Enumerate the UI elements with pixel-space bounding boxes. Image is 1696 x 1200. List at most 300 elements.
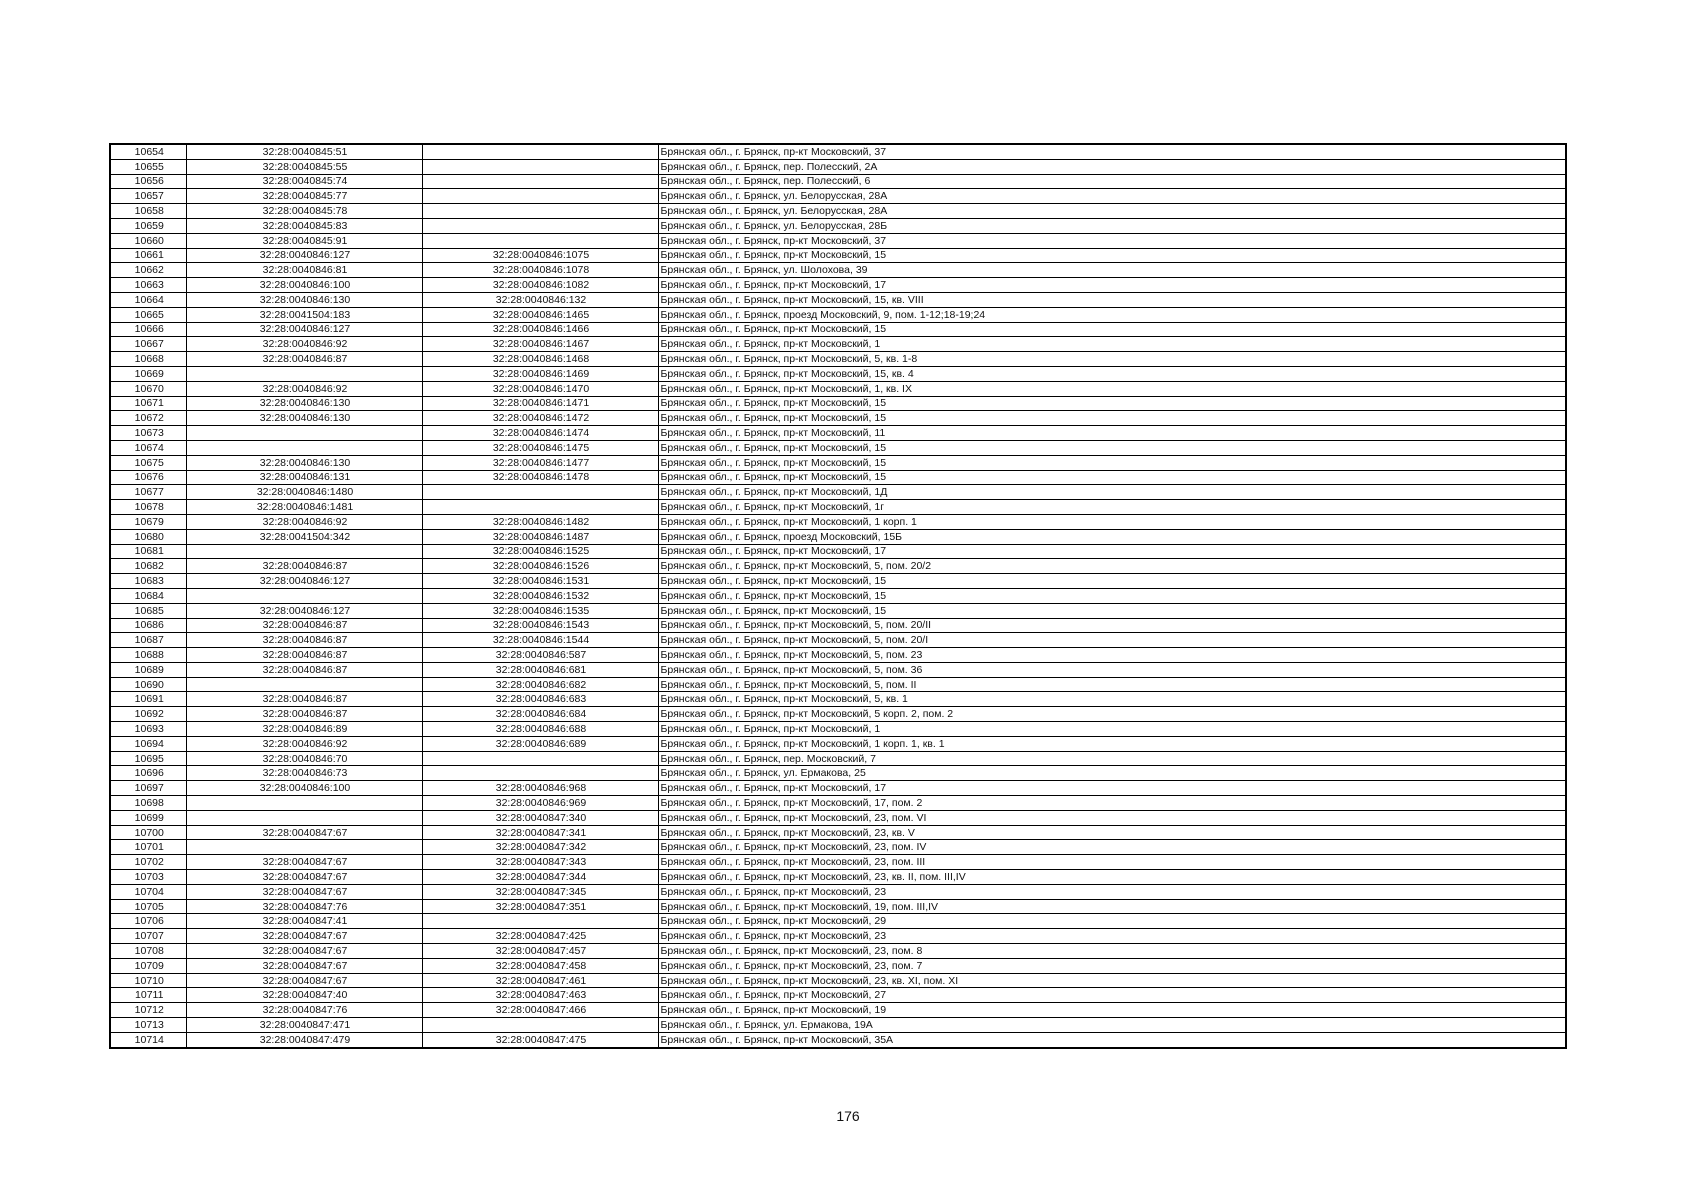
address-cell: Брянская обл., г. Брянск, проезд Московский, 15Б xyxy=(658,529,1566,544)
table-row xyxy=(110,352,1566,367)
parcel-cadastral-number-cell: 32:28:0040846:100 xyxy=(186,278,422,293)
address-cell: Брянская обл., г. Брянск, пр-кт Московский, 15 xyxy=(658,574,1566,589)
object-cadastral-number-cell: 32:28:0040846:1472 xyxy=(422,411,658,426)
address-cell: Брянская обл., г. Брянск, пр-кт Московский, 5, пом. 20/II xyxy=(658,618,1566,633)
object-cadastral-number-cell xyxy=(422,218,658,233)
parcel-cadastral-number-cell: 32:28:0040846:73 xyxy=(186,766,422,781)
object-cadastral-number-cell: 32:28:0040846:1544 xyxy=(422,633,658,648)
object-cadastral-number-cell: 32:28:0040846:1075 xyxy=(422,248,658,263)
row-number-cell: 10686 xyxy=(110,618,186,633)
object-cadastral-number-cell: 32:28:0040847:341 xyxy=(422,825,658,840)
address-cell: Брянская обл., г. Брянск, пр-кт Московский, 17 xyxy=(658,544,1566,559)
parcel-cadastral-number-cell: 32:28:0040847:76 xyxy=(186,1003,422,1018)
address-cell: Брянская обл., г. Брянск, пр-кт Московский, 5, пом. II xyxy=(658,677,1566,692)
address-cell: Брянская обл., г. Брянск, пр-кт Московский, 11 xyxy=(658,426,1566,441)
parcel-cadastral-number-cell: 32:28:0040847:67 xyxy=(186,870,422,885)
address-cell: Брянская обл., г. Брянск, пр-кт Московский, 23, кв. II, пом. III,IV xyxy=(658,870,1566,885)
row-number-cell: 10696 xyxy=(110,766,186,781)
parcel-cadastral-number-cell xyxy=(186,588,422,603)
row-number-cell: 10672 xyxy=(110,411,186,426)
parcel-cadastral-number-cell xyxy=(186,426,422,441)
table-row xyxy=(110,929,1566,944)
object-cadastral-number-cell: 32:28:0040846:1466 xyxy=(422,322,658,337)
parcel-cadastral-number-cell: 32:28:0040845:51 xyxy=(186,144,422,159)
parcel-cadastral-number-cell: 32:28:0040846:87 xyxy=(186,618,422,633)
table-row xyxy=(110,529,1566,544)
parcel-cadastral-number-cell: 32:28:0040847:67 xyxy=(186,884,422,899)
parcel-cadastral-number-cell: 32:28:0041504:183 xyxy=(186,307,422,322)
row-number-cell: 10682 xyxy=(110,559,186,574)
address-cell: Брянская обл., г. Брянск, пр-кт Московский, 23, пом. 7 xyxy=(658,958,1566,973)
object-cadastral-number-cell xyxy=(422,500,658,515)
table-row xyxy=(110,1018,1566,1033)
table-row xyxy=(110,914,1566,929)
row-number-cell: 10666 xyxy=(110,322,186,337)
table-row xyxy=(110,736,1566,751)
table-row xyxy=(110,855,1566,870)
parcel-cadastral-number-cell: 32:28:0040847:67 xyxy=(186,825,422,840)
object-cadastral-number-cell: 32:28:0040847:463 xyxy=(422,988,658,1003)
table-row xyxy=(110,233,1566,248)
row-number-cell: 10693 xyxy=(110,722,186,737)
row-number-cell: 10698 xyxy=(110,796,186,811)
parcel-cadastral-number-cell: 32:28:0040846:131 xyxy=(186,470,422,485)
address-cell: Брянская обл., г. Брянск, проезд Московский, 9, пом. 1-12;18-19;24 xyxy=(658,307,1566,322)
address-cell: Брянская обл., г. Брянск, пр-кт Московский, 37 xyxy=(658,144,1566,159)
address-cell: Брянская обл., г. Брянск, пр-кт Московский, 27 xyxy=(658,988,1566,1003)
parcel-cadastral-number-cell xyxy=(186,544,422,559)
address-cell: Брянская обл., г. Брянск, пр-кт Московский, 23 xyxy=(658,929,1566,944)
object-cadastral-number-cell xyxy=(422,751,658,766)
parcel-cadastral-number-cell: 32:28:0040846:92 xyxy=(186,337,422,352)
parcel-cadastral-number-cell: 32:28:0040846:87 xyxy=(186,707,422,722)
object-cadastral-number-cell xyxy=(422,159,658,174)
row-number-cell: 10679 xyxy=(110,514,186,529)
table-row xyxy=(110,307,1566,322)
address-cell: Брянская обл., г. Брянск, пр-кт Московский, 15 xyxy=(658,322,1566,337)
table-row xyxy=(110,559,1566,574)
row-number-cell: 10659 xyxy=(110,218,186,233)
object-cadastral-number-cell: 32:28:0040846:132 xyxy=(422,292,658,307)
table-row xyxy=(110,455,1566,470)
parcel-cadastral-number-cell: 32:28:0040846:92 xyxy=(186,736,422,751)
row-number-cell: 10699 xyxy=(110,810,186,825)
object-cadastral-number-cell: 32:28:0040847:458 xyxy=(422,958,658,973)
address-cell: Брянская обл., г. Брянск, пр-кт Московский, 15 xyxy=(658,396,1566,411)
table-row xyxy=(110,988,1566,1003)
table-row xyxy=(110,870,1566,885)
parcel-cadastral-number-cell: 32:28:0040846:1480 xyxy=(186,485,422,500)
parcel-cadastral-number-cell: 32:28:0040847:67 xyxy=(186,929,422,944)
object-cadastral-number-cell: 32:28:0040846:1469 xyxy=(422,366,658,381)
object-cadastral-number-cell: 32:28:0040847:340 xyxy=(422,810,658,825)
address-cell: Брянская обл., г. Брянск, пер. Полесский, 2А xyxy=(658,159,1566,174)
parcel-cadastral-number-cell: 32:28:0040846:127 xyxy=(186,322,422,337)
object-cadastral-number-cell: 32:28:0040846:1078 xyxy=(422,263,658,278)
address-cell: Брянская обл., г. Брянск, ул. Шолохова, 39 xyxy=(658,263,1566,278)
parcel-cadastral-number-cell: 32:28:0040846:89 xyxy=(186,722,422,737)
address-cell: Брянская обл., г. Брянск, пр-кт Московский, 15, кв. 4 xyxy=(658,366,1566,381)
row-number-cell: 10684 xyxy=(110,588,186,603)
object-cadastral-number-cell xyxy=(422,1018,658,1033)
row-number-cell: 10687 xyxy=(110,633,186,648)
object-cadastral-number-cell: 32:28:0040846:1477 xyxy=(422,455,658,470)
row-number-cell: 10676 xyxy=(110,470,186,485)
row-number-cell: 10710 xyxy=(110,973,186,988)
table-row xyxy=(110,899,1566,914)
parcel-cadastral-number-cell: 32:28:0040847:67 xyxy=(186,855,422,870)
object-cadastral-number-cell: 32:28:0040846:683 xyxy=(422,692,658,707)
row-number-cell: 10713 xyxy=(110,1018,186,1033)
table-row xyxy=(110,278,1566,293)
parcel-cadastral-number-cell: 32:28:0041504:342 xyxy=(186,529,422,544)
parcel-cadastral-number-cell xyxy=(186,366,422,381)
parcel-cadastral-number-cell xyxy=(186,796,422,811)
table-row xyxy=(110,944,1566,959)
object-cadastral-number-cell: 32:28:0040847:344 xyxy=(422,870,658,885)
object-cadastral-number-cell: 32:28:0040846:1468 xyxy=(422,352,658,367)
row-number-cell: 10657 xyxy=(110,189,186,204)
object-cadastral-number-cell xyxy=(422,174,658,189)
address-cell: Брянская обл., г. Брянск, пер. Московский, 7 xyxy=(658,751,1566,766)
address-cell: Брянская обл., г. Брянск, ул. Белорусская, 28А xyxy=(658,189,1566,204)
table-row xyxy=(110,426,1566,441)
row-number-cell: 10701 xyxy=(110,840,186,855)
address-cell: Брянская обл., г. Брянск, ул. Ермакова, 19А xyxy=(658,1018,1566,1033)
table-row xyxy=(110,189,1566,204)
row-number-cell: 10678 xyxy=(110,500,186,515)
parcel-cadastral-number-cell xyxy=(186,810,422,825)
parcel-cadastral-number-cell xyxy=(186,840,422,855)
address-cell: Брянская обл., г. Брянск, пр-кт Московский, 35А xyxy=(658,1032,1566,1047)
table-row xyxy=(110,396,1566,411)
address-cell: Брянская обл., г. Брянск, пр-кт Московский, 5, пом. 20/2 xyxy=(658,559,1566,574)
address-cell: Брянская обл., г. Брянск, пр-кт Московский, 15 xyxy=(658,440,1566,455)
row-number-cell: 10661 xyxy=(110,248,186,263)
object-cadastral-number-cell xyxy=(422,233,658,248)
row-number-cell: 10700 xyxy=(110,825,186,840)
parcel-cadastral-number-cell: 32:28:0040846:127 xyxy=(186,248,422,263)
parcel-cadastral-number-cell: 32:28:0040845:83 xyxy=(186,218,422,233)
row-number-cell: 10681 xyxy=(110,544,186,559)
parcel-cadastral-number-cell: 32:28:0040845:55 xyxy=(186,159,422,174)
address-cell: Брянская обл., г. Брянск, пр-кт Московский, 15 xyxy=(658,455,1566,470)
object-cadastral-number-cell xyxy=(422,204,658,219)
row-number-cell: 10673 xyxy=(110,426,186,441)
row-number-cell: 10664 xyxy=(110,292,186,307)
table-row xyxy=(110,411,1566,426)
table-row xyxy=(110,1032,1566,1047)
address-cell: Брянская обл., г. Брянск, пр-кт Московский, 23, пом. IV xyxy=(658,840,1566,855)
row-number-cell: 10714 xyxy=(110,1032,186,1047)
parcel-cadastral-number-cell: 32:28:0040847:40 xyxy=(186,988,422,1003)
parcel-cadastral-number-cell: 32:28:0040846:130 xyxy=(186,396,422,411)
object-cadastral-number-cell: 32:28:0040846:684 xyxy=(422,707,658,722)
object-cadastral-number-cell: 32:28:0040847:342 xyxy=(422,840,658,855)
address-cell: Брянская обл., г. Брянск, пр-кт Московский, 17, пом. 2 xyxy=(658,796,1566,811)
parcel-cadastral-number-cell: 32:28:0040846:130 xyxy=(186,292,422,307)
address-cell: Брянская обл., г. Брянск, пер. Полесский, 6 xyxy=(658,174,1566,189)
parcel-cadastral-number-cell: 32:28:0040846:70 xyxy=(186,751,422,766)
parcel-cadastral-number-cell: 32:28:0040846:127 xyxy=(186,574,422,589)
row-number-cell: 10665 xyxy=(110,307,186,322)
parcel-cadastral-number-cell: 32:28:0040846:92 xyxy=(186,381,422,396)
row-number-cell: 10694 xyxy=(110,736,186,751)
table-row xyxy=(110,825,1566,840)
row-number-cell: 10709 xyxy=(110,958,186,973)
address-cell: Брянская обл., г. Брянск, пр-кт Московский, 1Д xyxy=(658,485,1566,500)
parcel-cadastral-number-cell: 32:28:0040845:77 xyxy=(186,189,422,204)
table-row xyxy=(110,766,1566,781)
row-number-cell: 10680 xyxy=(110,529,186,544)
table-row xyxy=(110,973,1566,988)
row-number-cell: 10691 xyxy=(110,692,186,707)
row-number-cell: 10663 xyxy=(110,278,186,293)
row-number-cell: 10712 xyxy=(110,1003,186,1018)
parcel-cadastral-number-cell: 32:28:0040847:76 xyxy=(186,899,422,914)
parcel-cadastral-number-cell: 32:28:0040846:87 xyxy=(186,352,422,367)
parcel-cadastral-number-cell: 32:28:0040846:92 xyxy=(186,514,422,529)
row-number-cell: 10689 xyxy=(110,662,186,677)
address-cell: Брянская обл., г. Брянск, пр-кт Московский, 1г xyxy=(658,500,1566,515)
table-row xyxy=(110,159,1566,174)
row-number-cell: 10704 xyxy=(110,884,186,899)
parcel-cadastral-number-cell: 32:28:0040845:74 xyxy=(186,174,422,189)
object-cadastral-number-cell: 32:28:0040846:1532 xyxy=(422,588,658,603)
object-cadastral-number-cell: 32:28:0040846:1525 xyxy=(422,544,658,559)
parcel-cadastral-number-cell: 32:28:0040846:100 xyxy=(186,781,422,796)
object-cadastral-number-cell xyxy=(422,189,658,204)
address-cell: Брянская обл., г. Брянск, пр-кт Московский, 23, кв. V xyxy=(658,825,1566,840)
table-row xyxy=(110,470,1566,485)
table-row xyxy=(110,958,1566,973)
row-number-cell: 10670 xyxy=(110,381,186,396)
object-cadastral-number-cell: 32:28:0040847:425 xyxy=(422,929,658,944)
parcel-cadastral-number-cell: 32:28:0040847:67 xyxy=(186,973,422,988)
parcel-cadastral-number-cell xyxy=(186,440,422,455)
row-number-cell: 10675 xyxy=(110,455,186,470)
object-cadastral-number-cell: 32:28:0040846:689 xyxy=(422,736,658,751)
cadastral-register-table xyxy=(109,143,1567,1049)
row-number-cell: 10685 xyxy=(110,603,186,618)
object-cadastral-number-cell: 32:28:0040846:1474 xyxy=(422,426,658,441)
table-row xyxy=(110,781,1566,796)
address-cell: Брянская обл., г. Брянск, пр-кт Московский, 19, пом. III,IV xyxy=(658,899,1566,914)
object-cadastral-number-cell: 32:28:0040847:343 xyxy=(422,855,658,870)
row-number-cell: 10656 xyxy=(110,174,186,189)
parcel-cadastral-number-cell: 32:28:0040847:471 xyxy=(186,1018,422,1033)
object-cadastral-number-cell: 32:28:0040846:681 xyxy=(422,662,658,677)
row-number-cell: 10654 xyxy=(110,144,186,159)
object-cadastral-number-cell: 32:28:0040847:457 xyxy=(422,944,658,959)
object-cadastral-number-cell: 32:28:0040846:688 xyxy=(422,722,658,737)
table-row xyxy=(110,603,1566,618)
row-number-cell: 10658 xyxy=(110,204,186,219)
address-cell: Брянская обл., г. Брянск, пр-кт Московский, 1 корп. 1, кв. 1 xyxy=(658,736,1566,751)
parcel-cadastral-number-cell xyxy=(186,677,422,692)
parcel-cadastral-number-cell: 32:28:0040847:41 xyxy=(186,914,422,929)
address-cell: Брянская обл., г. Брянск, пр-кт Московский, 17 xyxy=(658,781,1566,796)
object-cadastral-number-cell: 32:28:0040846:1471 xyxy=(422,396,658,411)
object-cadastral-number-cell: 32:28:0040847:351 xyxy=(422,899,658,914)
row-number-cell: 10695 xyxy=(110,751,186,766)
table-row xyxy=(110,204,1566,219)
table-row xyxy=(110,544,1566,559)
object-cadastral-number-cell: 32:28:0040847:475 xyxy=(422,1032,658,1047)
object-cadastral-number-cell: 32:28:0040846:969 xyxy=(422,796,658,811)
parcel-cadastral-number-cell: 32:28:0040846:87 xyxy=(186,559,422,574)
row-number-cell: 10706 xyxy=(110,914,186,929)
table-row xyxy=(110,796,1566,811)
address-cell: Брянская обл., г. Брянск, пр-кт Московский, 19 xyxy=(658,1003,1566,1018)
address-cell: Брянская обл., г. Брянск, пр-кт Московский, 5, кв. 1 xyxy=(658,692,1566,707)
table-row xyxy=(110,144,1566,159)
address-cell: Брянская обл., г. Брянск, пр-кт Московский, 1 корп. 1 xyxy=(658,514,1566,529)
address-cell: Брянская обл., г. Брянск, пр-кт Московский, 1 xyxy=(658,337,1566,352)
address-cell: Брянская обл., г. Брянск, пр-кт Московский, 5, пом. 23 xyxy=(658,648,1566,663)
table-row xyxy=(110,810,1566,825)
table-row xyxy=(110,366,1566,381)
address-cell: Брянская обл., г. Брянск, пр-кт Московский, 1, кв. IX xyxy=(658,381,1566,396)
table-row xyxy=(110,337,1566,352)
address-cell: Брянская обл., г. Брянск, пр-кт Московский, 37 xyxy=(658,233,1566,248)
parcel-cadastral-number-cell: 32:28:0040846:87 xyxy=(186,648,422,663)
parcel-cadastral-number-cell: 32:28:0040846:127 xyxy=(186,603,422,618)
row-number-cell: 10668 xyxy=(110,352,186,367)
parcel-cadastral-number-cell: 32:28:0040846:87 xyxy=(186,692,422,707)
address-cell: Брянская обл., г. Брянск, ул. Белорусская, 28Б xyxy=(658,218,1566,233)
row-number-cell: 10705 xyxy=(110,899,186,914)
address-cell: Брянская обл., г. Брянск, пр-кт Московский, 1 xyxy=(658,722,1566,737)
object-cadastral-number-cell: 32:28:0040846:1487 xyxy=(422,529,658,544)
table-row xyxy=(110,248,1566,263)
table-row xyxy=(110,381,1566,396)
object-cadastral-number-cell: 32:28:0040846:1535 xyxy=(422,603,658,618)
object-cadastral-number-cell: 32:28:0040847:345 xyxy=(422,884,658,899)
address-cell: Брянская обл., г. Брянск, пр-кт Московский, 15 xyxy=(658,411,1566,426)
address-cell: Брянская обл., г. Брянск, пр-кт Московский, 15 xyxy=(658,248,1566,263)
row-number-cell: 10669 xyxy=(110,366,186,381)
table-row xyxy=(110,514,1566,529)
object-cadastral-number-cell: 32:28:0040846:1467 xyxy=(422,337,658,352)
row-number-cell: 10662 xyxy=(110,263,186,278)
address-cell: Брянская обл., г. Брянск, пр-кт Московский, 23, пом. VI xyxy=(658,810,1566,825)
object-cadastral-number-cell: 32:28:0040846:1543 xyxy=(422,618,658,633)
table-row xyxy=(110,218,1566,233)
parcel-cadastral-number-cell: 32:28:0040846:1481 xyxy=(186,500,422,515)
row-number-cell: 10667 xyxy=(110,337,186,352)
table-row xyxy=(110,677,1566,692)
row-number-cell: 10677 xyxy=(110,485,186,500)
object-cadastral-number-cell: 32:28:0040846:1531 xyxy=(422,574,658,589)
table-row xyxy=(110,618,1566,633)
row-number-cell: 10660 xyxy=(110,233,186,248)
address-cell: Брянская обл., г. Брянск, пр-кт Московский, 23, кв. XI, пом. XI xyxy=(658,973,1566,988)
row-number-cell: 10655 xyxy=(110,159,186,174)
address-cell: Брянская обл., г. Брянск, пр-кт Московский, 29 xyxy=(658,914,1566,929)
address-cell: Брянская обл., г. Брянск, пр-кт Московский, 23, пом. 8 xyxy=(658,944,1566,959)
table-row xyxy=(110,722,1566,737)
object-cadastral-number-cell: 32:28:0040846:682 xyxy=(422,677,658,692)
address-cell: Брянская обл., г. Брянск, пр-кт Московский, 15 xyxy=(658,470,1566,485)
table-row xyxy=(110,500,1566,515)
table-row xyxy=(110,174,1566,189)
object-cadastral-number-cell: 32:28:0040846:1465 xyxy=(422,307,658,322)
table-row xyxy=(110,588,1566,603)
table-row xyxy=(110,322,1566,337)
table-row xyxy=(110,440,1566,455)
object-cadastral-number-cell: 32:28:0040846:968 xyxy=(422,781,658,796)
table-row xyxy=(110,292,1566,307)
address-cell: Брянская обл., г. Брянск, пр-кт Московский, 15 xyxy=(658,603,1566,618)
parcel-cadastral-number-cell: 32:28:0040847:67 xyxy=(186,958,422,973)
row-number-cell: 10688 xyxy=(110,648,186,663)
row-number-cell: 10674 xyxy=(110,440,186,455)
object-cadastral-number-cell: 32:28:0040846:1526 xyxy=(422,559,658,574)
row-number-cell: 10692 xyxy=(110,707,186,722)
table-row xyxy=(110,263,1566,278)
object-cadastral-number-cell xyxy=(422,914,658,929)
parcel-cadastral-number-cell: 32:28:0040845:91 xyxy=(186,233,422,248)
object-cadastral-number-cell xyxy=(422,766,658,781)
address-cell: Брянская обл., г. Брянск, пр-кт Московский, 5, пом. 20/I xyxy=(658,633,1566,648)
address-cell: Брянская обл., г. Брянск, пр-кт Московский, 17 xyxy=(658,278,1566,293)
table-row xyxy=(110,633,1566,648)
page-number: 176 xyxy=(836,1108,860,1124)
object-cadastral-number-cell: 32:28:0040846:1482 xyxy=(422,514,658,529)
address-cell: Брянская обл., г. Брянск, пр-кт Московский, 23, пом. III xyxy=(658,855,1566,870)
table-row xyxy=(110,574,1566,589)
table-row xyxy=(110,648,1566,663)
parcel-cadastral-number-cell: 32:28:0040846:130 xyxy=(186,411,422,426)
row-number-cell: 10683 xyxy=(110,574,186,589)
table-row xyxy=(110,707,1566,722)
row-number-cell: 10690 xyxy=(110,677,186,692)
row-number-cell: 10702 xyxy=(110,855,186,870)
row-number-cell: 10711 xyxy=(110,988,186,1003)
address-cell: Брянская обл., г. Брянск, ул. Ермакова, 25 xyxy=(658,766,1566,781)
address-cell: Брянская обл., г. Брянск, пр-кт Московский, 5 корп. 2, пом. 2 xyxy=(658,707,1566,722)
address-cell: Брянская обл., г. Брянск, пр-кт Московский, 23 xyxy=(658,884,1566,899)
object-cadastral-number-cell xyxy=(422,144,658,159)
row-number-cell: 10703 xyxy=(110,870,186,885)
row-number-cell: 10707 xyxy=(110,929,186,944)
row-number-cell: 10697 xyxy=(110,781,186,796)
parcel-cadastral-number-cell: 32:28:0040846:87 xyxy=(186,662,422,677)
table-row xyxy=(110,662,1566,677)
address-cell: Брянская обл., г. Брянск, пр-кт Московский, 5, пом. 36 xyxy=(658,662,1566,677)
object-cadastral-number-cell: 32:28:0040847:461 xyxy=(422,973,658,988)
table-body xyxy=(110,144,1566,1048)
table-row xyxy=(110,692,1566,707)
object-cadastral-number-cell: 32:28:0040847:466 xyxy=(422,1003,658,1018)
object-cadastral-number-cell: 32:28:0040846:1478 xyxy=(422,470,658,485)
object-cadastral-number-cell xyxy=(422,485,658,500)
parcel-cadastral-number-cell: 32:28:0040846:81 xyxy=(186,263,422,278)
table-row xyxy=(110,751,1566,766)
table-row xyxy=(110,884,1566,899)
parcel-cadastral-number-cell: 32:28:0040845:78 xyxy=(186,204,422,219)
address-cell: Брянская обл., г. Брянск, пр-кт Московский, 5, кв. 1-8 xyxy=(658,352,1566,367)
object-cadastral-number-cell: 32:28:0040846:587 xyxy=(422,648,658,663)
row-number-cell: 10671 xyxy=(110,396,186,411)
row-number-cell: 10708 xyxy=(110,944,186,959)
object-cadastral-number-cell: 32:28:0040846:1475 xyxy=(422,440,658,455)
address-cell: Брянская обл., г. Брянск, пр-кт Московский, 15 xyxy=(658,588,1566,603)
table-row xyxy=(110,840,1566,855)
parcel-cadastral-number-cell: 32:28:0040846:87 xyxy=(186,633,422,648)
object-cadastral-number-cell: 32:28:0040846:1082 xyxy=(422,278,658,293)
